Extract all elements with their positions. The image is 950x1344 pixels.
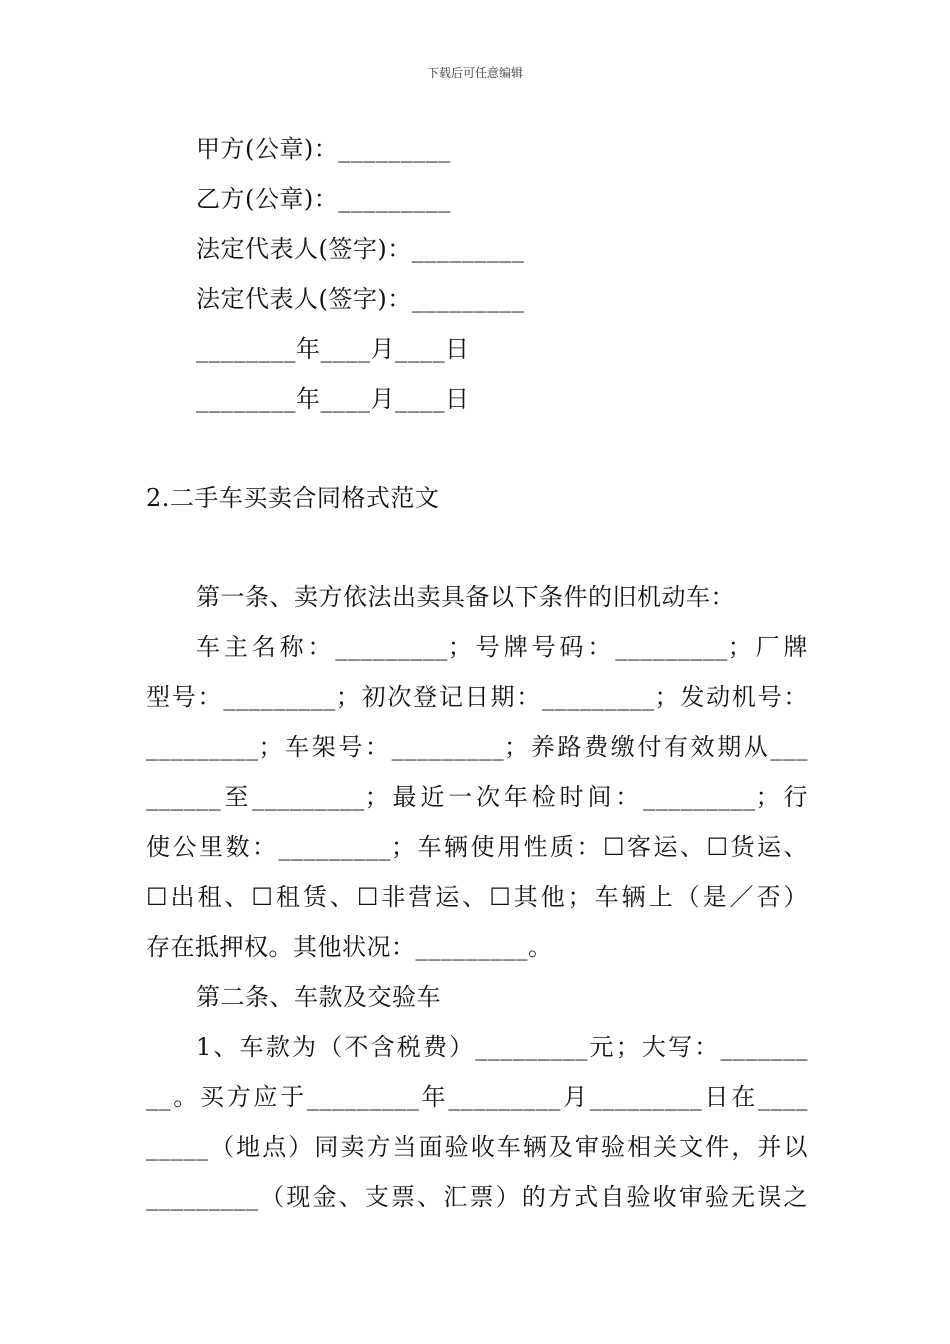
legal-rep-signature-line-a: 法定代表人(签字)：_________ <box>196 235 525 263</box>
article-2-heading: 第二条、车款及交验车 <box>196 983 441 1011</box>
article-2-line-4: _________（现金、支票、汇票）的方式自验收审验无误之 <box>146 1183 808 1211</box>
article-1-line-5: 使公里数：_________；车辆使用性质：☐客运、☐货运、 <box>146 833 808 861</box>
article-2-line-3: _____（地点）同卖方当面验收车辆及审验相关文件，并以 <box>146 1133 808 1161</box>
legal-rep-signature-line-b: 法定代表人(签字)：_________ <box>196 285 525 313</box>
article-1-line-2: 型号：_________；初次登记日期：_________；发动机号： <box>146 683 808 711</box>
article-1-line-3: _________；车架号：_________；养路费缴付有效期从___ <box>146 733 808 761</box>
article-2-line-1: 1、车款为（不含税费）_________元；大写：_______ <box>196 1033 808 1061</box>
article-1-line-6: ☐出租、☐租赁、☐非营运、☐其他；车辆上（是／否） <box>146 883 808 911</box>
article-1-heading: 第一条、卖方依法出卖具备以下条件的旧机动车： <box>196 583 735 611</box>
page-header-note: 下载后可任意编辑 <box>426 66 523 80</box>
party-a-seal-line: 甲方(公章)：_________ <box>196 135 451 163</box>
date-line-b: ________年____月____日 <box>196 385 470 413</box>
article-2-line-2: __。买方应于_________年_________月_________日在____ <box>146 1083 808 1111</box>
party-b-seal-line: 乙方(公章)：_________ <box>196 185 451 213</box>
article-1-line-1: 车主名称：_________；号牌号码：_________；厂牌 <box>196 633 808 661</box>
article-1-line-7: 存在抵押权。其他状况：_________。 <box>146 933 553 961</box>
article-1-line-4: ______至_________；最近一次年检时间：_________；行 <box>146 783 808 811</box>
date-line-a: ________年____月____日 <box>196 335 470 363</box>
section-title: 2.二手车买卖合同格式范文 <box>146 484 440 512</box>
